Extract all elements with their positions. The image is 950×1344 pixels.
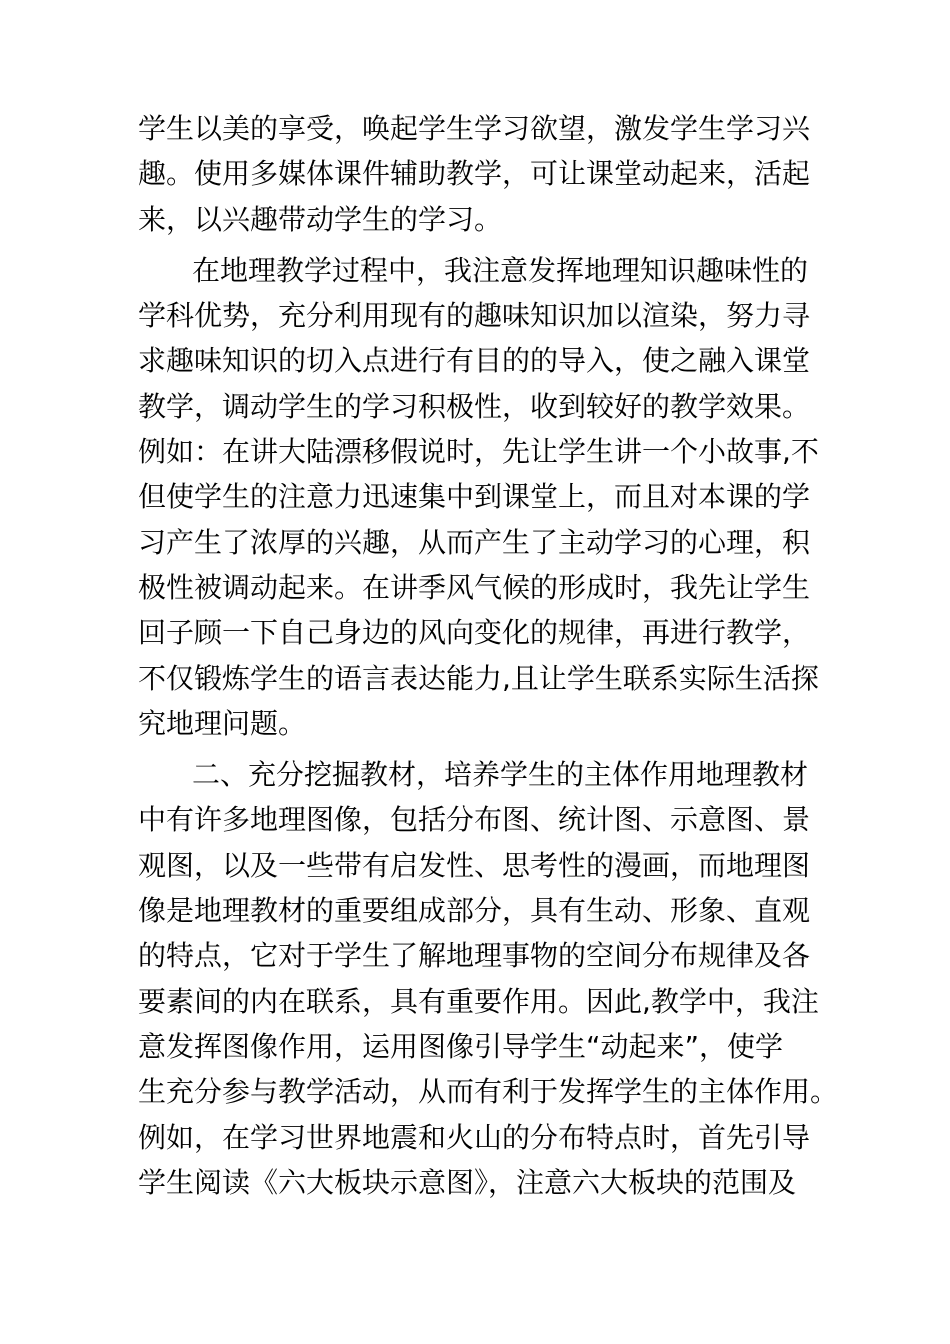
text-line: 观图，以及一些带有启发性、思考性的漫画，而地理图 <box>138 848 811 882</box>
text-line: 学科优势，充分利用现有的趣味知识加以渲染，努力寻 <box>138 299 811 333</box>
text-line: 例如：在讲大陆漂移假说时，先让学生讲一个小故事,不 <box>138 435 819 469</box>
text-line: 在地理教学过程中，我注意发挥地理知识趣味性的 <box>192 253 809 287</box>
text-line: 趣。使用多媒体课件辅助教学，可让课堂动起来，活起 <box>138 157 811 191</box>
text-line: 像是地理教材的重要组成部分，具有生动、形象、直观 <box>138 894 811 928</box>
text-line: 的特点，它对于学生了解地理事物的空间分布规律及各 <box>138 939 811 973</box>
document-body <box>138 106 838 1205</box>
text-line: 来，以兴趣带动学生的学习。 <box>138 202 503 236</box>
text-line: 二、充分挖掘教材，培养学生的主体作用地理教材 <box>192 758 809 792</box>
text-line: 究地理问题。 <box>138 706 307 740</box>
text-line: 极性被调动起来。在讲季风气候的形成时，我先让学生 <box>138 570 811 604</box>
text-line: 中有许多地理图像，包括分布图、统计图、示意图、景 <box>138 803 811 837</box>
text-line: 不仅锻炼学生的语言表达能力,且让学生联系实际生活探 <box>138 661 819 695</box>
text-line: 学生阅读《六大板块示意图》，注意六大板块的范围及 <box>138 1165 797 1199</box>
text-line: 回子顾一下自己身边的风向变化的规律，再进行教学， <box>138 616 811 650</box>
text-line: 学生以美的享受，唤起学生学习欲望，激发学生学习兴 <box>138 112 811 145</box>
text-line: 但使学生的注意力迅速集中到课堂上，而且对本课的学 <box>138 480 811 514</box>
text-line: 例如，在学习世界地震和火山的分布特点时，首先引导 <box>138 1120 811 1154</box>
text-line: 要素间的内在联系，具有重要作用。因此,教学中，我注 <box>138 984 819 1018</box>
text-line: 求趣味知识的切入点进行有目的的导入，使之融入课堂 <box>138 344 811 378</box>
text-line: 习产生了浓厚的兴趣，从而产生了主动学习的心理，积 <box>138 525 811 559</box>
text-line: 意发挥图像作用，运用图像引导学生“动起来”，使学 <box>138 1029 784 1063</box>
text-line: 教学，调动学生的学习积极性，收到较好的教学效果。 <box>138 389 811 423</box>
text-line: 生充分参与教学活动，从而有利于发挥学生的主体作用。 <box>138 1075 839 1109</box>
